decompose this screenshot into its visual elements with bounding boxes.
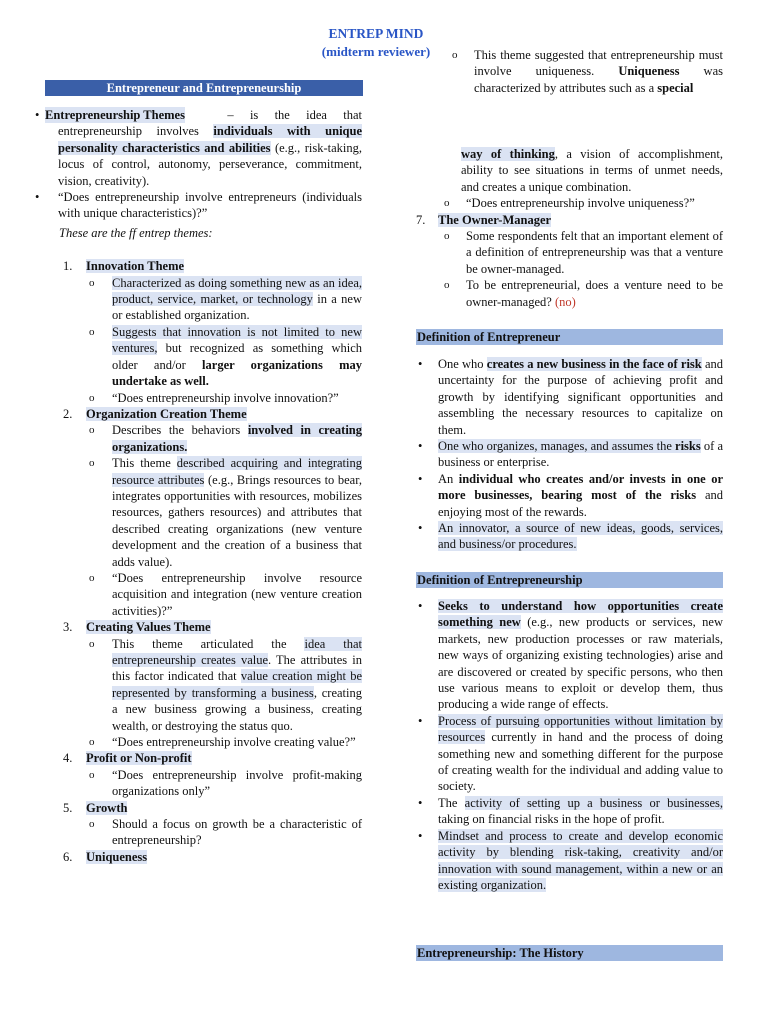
bullet-dot: • bbox=[418, 357, 423, 371]
themes-term: Entrepreneurship Themes bbox=[45, 108, 185, 122]
text-span: risks bbox=[675, 439, 701, 454]
theme-uniqueness bbox=[35, 849, 362, 865]
text-span: One who bbox=[438, 357, 487, 371]
themes-definition bbox=[35, 107, 362, 189]
text-span: “Does entrepreneurship involve creating value?” bbox=[112, 735, 356, 750]
entrepreneurship-definitions bbox=[416, 598, 723, 893]
text-span: idea that entrepreneurship creates value bbox=[112, 636, 362, 667]
item-number: 7. bbox=[416, 212, 426, 227]
text-span: , a vision of accomplishment, ability to see situations in terms of unmet needs, and creates a unique combination. bbox=[461, 147, 723, 194]
definition-item bbox=[416, 471, 723, 520]
text-span: An innovator, a source of new ideas, goods, services, and business/or procedures. bbox=[438, 521, 723, 552]
text-span: Some respondents felt that an important element of a definition of entrepreneurship was that a venture be owner-managed. bbox=[466, 229, 723, 276]
text-span: (e.g., new products or services, new markets, new production processes or raw materials, new ways of organizing existing technologies) arise and are discovered or created by specific persons, who then use various means to exploit or develop them, thus producing a wide range of effects. bbox=[438, 615, 723, 712]
bullet-dot: • bbox=[418, 828, 423, 843]
theme-title: Creating Values Theme bbox=[86, 620, 211, 635]
text-span: and uncertainty for the purpose of achieving profit and growth by identifying significant opportunities and assembling the necessary resources to capitalize on them. bbox=[438, 357, 723, 437]
theme-growth bbox=[35, 800, 362, 816]
left-column bbox=[35, 107, 362, 865]
text-span: and enjoying most of the rewards. bbox=[438, 488, 723, 519]
circle-bullet: o bbox=[89, 637, 95, 650]
circle-bullet: o bbox=[89, 276, 95, 289]
text-span: special bbox=[657, 80, 694, 95]
item-number: 1. bbox=[63, 259, 73, 274]
text-span: This theme suggested that entrepreneurship must involve uniqueness. bbox=[474, 48, 723, 79]
sub-item bbox=[416, 195, 723, 211]
bullet-dot: • bbox=[418, 713, 423, 728]
text-span: (e.g., Brings resources to bear, integrates opportunities with resources, mobilizes resources, gathers resources) and attributes that described creating organizations (new venture development and the creation of a business that adds value). bbox=[112, 472, 362, 569]
sub-item bbox=[35, 570, 362, 619]
section-banner-history: Entrepreneurship: The History bbox=[416, 945, 723, 961]
entrepreneur-definitions bbox=[416, 356, 723, 553]
definition-item bbox=[416, 520, 723, 553]
text-span: One who organizes, manages, and assumes the bbox=[438, 439, 676, 454]
text-span: but recognized as something which older and/or bbox=[112, 341, 362, 372]
text-span: way of thinking bbox=[461, 147, 555, 161]
text-span: of a business or enterprise. bbox=[438, 439, 723, 470]
definition-item bbox=[416, 598, 723, 713]
item-number: 6. bbox=[63, 849, 73, 864]
circle-bullet: o bbox=[444, 230, 450, 243]
bullet-dot: • bbox=[35, 108, 40, 122]
theme-title: The Owner-Manager bbox=[438, 212, 552, 227]
circle-bullet: o bbox=[89, 391, 95, 404]
text-span: “Does entrepreneurship involve resource acquisition and integration (new venture creation activities)?” bbox=[112, 570, 362, 618]
text-span: “Does entrepreneurship involve profit-making organizations only” bbox=[112, 767, 362, 799]
text-span: was characterized by attributes such as a bbox=[474, 64, 723, 95]
theme-creating-values bbox=[35, 619, 362, 635]
sub-item bbox=[35, 636, 362, 734]
uniqueness-continued bbox=[416, 146, 723, 195]
circle-bullet: o bbox=[444, 279, 450, 292]
theme-title: Organization Creation Theme bbox=[86, 406, 247, 421]
bullet-dot: • bbox=[418, 599, 423, 613]
uniqueness-first-point bbox=[452, 47, 723, 96]
sub-item bbox=[416, 228, 723, 277]
text-span: “Does entrepreneurship involve innovation?” bbox=[112, 390, 339, 405]
text-span: . The attributes in this factor indicated that bbox=[112, 653, 362, 684]
text-span: – is the idea that entrepreneurship involves bbox=[58, 108, 363, 139]
themes-question bbox=[35, 189, 362, 222]
sub-item bbox=[35, 816, 362, 849]
text-span: To be entrepreneurial, does a venture need to be owner-managed? bbox=[466, 278, 723, 309]
circle-bullet: o bbox=[452, 49, 458, 61]
sub-item bbox=[416, 277, 723, 310]
text-span: currently in hand and the process of doing something new and something different for the purpose of creating wealth for the individual and adding value to society. bbox=[438, 730, 723, 794]
bullet-dot: • bbox=[418, 521, 423, 536]
text-span: involved in creating organizations. bbox=[112, 423, 362, 454]
definition-item bbox=[416, 795, 723, 828]
section-banner-definition-entrepreneurship: Definition of Entrepreneurship bbox=[416, 572, 723, 588]
sub-item bbox=[35, 455, 362, 570]
text-span: Describes the behaviors bbox=[112, 423, 248, 438]
text-span: “Does entrepreneurship involve uniqueness?” bbox=[466, 196, 695, 211]
circle-bullet: o bbox=[89, 424, 95, 437]
theme-title: Uniqueness bbox=[86, 849, 148, 864]
text-span: Seeks to understand how opportunities create something new bbox=[438, 599, 723, 630]
text-span: creates a new business in the face of risk bbox=[486, 357, 702, 371]
text-span: Characterized as doing something new as an idea, product, service, market, or technology bbox=[112, 275, 362, 307]
themes-emphasis: individuals with unique personality characteristics and abilities bbox=[58, 124, 362, 155]
text-span: “Does entrepreneurship involve entrepreneurs (individuals with unique characteristics)?” bbox=[58, 190, 362, 221]
themes-intro: These are the ff entrep themes: bbox=[59, 225, 213, 240]
circle-bullet: o bbox=[444, 197, 450, 210]
theme-title: Innovation Theme bbox=[86, 259, 185, 274]
text-span: Mindset and process to create and develop economic activity by blending risk-taking, creativity and/or innovation with sound management, within a new or an existing organization. bbox=[438, 828, 723, 892]
circle-bullet: o bbox=[89, 818, 95, 831]
sub-item bbox=[35, 767, 362, 800]
answer-no: (no) bbox=[554, 294, 576, 309]
item-number: 2. bbox=[63, 406, 73, 421]
definition-item bbox=[416, 828, 723, 894]
theme-organization bbox=[35, 406, 362, 422]
text-span: This theme articulated the bbox=[112, 636, 305, 651]
sub-item bbox=[35, 390, 362, 406]
bullet-dot: • bbox=[418, 795, 423, 810]
section-banner-definition-entrepreneur: Definition of Entrepreneur bbox=[416, 329, 723, 345]
text-span: taking on financial risks in the hope of profit. bbox=[438, 812, 665, 827]
text-span: activity of setting up a business or businesses, bbox=[464, 795, 723, 810]
document-title-block bbox=[316, 25, 436, 61]
bullet-dot: • bbox=[418, 439, 423, 454]
theme-profit bbox=[35, 750, 362, 766]
text-span: This theme bbox=[112, 456, 177, 471]
theme-innovation bbox=[35, 258, 362, 274]
text-span: (e.g., risk-taking, locus of control, autonomy, perseverance, commitment, vision, creativity). bbox=[58, 140, 362, 188]
bullet-dot: • bbox=[35, 190, 40, 205]
circle-bullet: o bbox=[89, 457, 95, 470]
sub-item bbox=[35, 422, 362, 455]
definition-item bbox=[416, 713, 723, 795]
item-number: 4. bbox=[63, 751, 73, 766]
right-column bbox=[416, 146, 723, 310]
text-span: , creating a new business growing a business, creating wealth, or destroying the status quo. bbox=[112, 685, 362, 733]
circle-bullet: o bbox=[89, 571, 95, 584]
document-title: ENTREP MIND bbox=[328, 26, 424, 41]
definition-item bbox=[416, 438, 723, 471]
text-span: in a new or established organization. bbox=[112, 292, 362, 323]
text-span: value creation might be represented by transforming a business bbox=[112, 669, 362, 700]
text-span: Process of pursuing opportunities without limitation by resources bbox=[438, 713, 723, 745]
text-span: individual who creates and/or invests in one or more businesses, bearing most of the risks bbox=[438, 471, 723, 503]
item-number: 3. bbox=[63, 620, 73, 635]
item-number: 5. bbox=[63, 800, 73, 815]
theme-title: Profit or Non-profit bbox=[86, 751, 192, 766]
document-subtitle: (midterm reviewer) bbox=[321, 44, 431, 59]
text-span: Uniqueness bbox=[618, 64, 680, 79]
sub-item bbox=[35, 324, 362, 390]
circle-bullet: o bbox=[89, 325, 95, 338]
text-span: The bbox=[438, 795, 465, 810]
circle-bullet: o bbox=[89, 736, 95, 749]
text-span: Suggests that innovation is not limited to new ventures, bbox=[112, 324, 362, 356]
theme-title: Growth bbox=[86, 800, 128, 815]
theme-owner-manager bbox=[416, 212, 723, 228]
circle-bullet: o bbox=[89, 768, 95, 781]
bullet-dot: • bbox=[418, 471, 423, 486]
text-span: Should a focus on growth be a characteristic of entrepreneurship? bbox=[112, 817, 362, 848]
text-span: An bbox=[438, 471, 459, 486]
sub-item bbox=[35, 734, 362, 750]
text-span: larger organizations may undertake as well. bbox=[112, 357, 362, 389]
text-span: described acquiring and integrating resource attributes bbox=[112, 456, 362, 487]
section-banner-entrepreneur: Entrepreneur and Entrepreneurship bbox=[45, 80, 363, 96]
definition-item bbox=[416, 356, 723, 438]
sub-item bbox=[35, 275, 362, 324]
